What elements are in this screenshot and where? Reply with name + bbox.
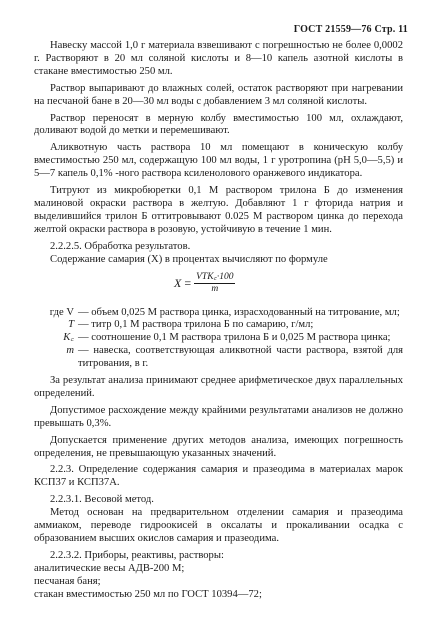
definition-term: T [68,319,74,331]
formula-equals: = [184,275,192,290]
paragraph: Содержание самария (X) в процентах вычисляют по формуле [50,253,328,265]
definition-term: m [66,345,74,357]
definition-text: — навеска, соответствующая аликвотной части раствора, взятой для титрования, в г. [78,345,403,370]
definition-term: K꜀ [63,332,74,344]
paragraph: Метод основан на предварительном отделении самария и празеодима аммиаком, переводе гидроокисей в оксалаты и прокаливании осадка с образованием высших окислов самария и празеодима. [34,507,403,544]
definition-text: — соотношение 0,1 М раствора трилона Б и 0,025 М раствора цинка; [78,332,391,344]
formula-numerator: VTK꜀·100 [196,271,234,282]
paragraph: Раствор переносят в мерную колбу вместимостью 100 мл, охлаждают, доливают водой до метки и перемешивают. [34,112,403,137]
formula [34,269,403,303]
paragraph: Допускается применение других методов анализа, имеющих погрешность определения, не превышающую указанных значений. [34,434,403,459]
paragraph: За результат анализа принимают среднее арифметическое двух параллельных определений. [34,375,403,399]
paragraph: Титруют из микробюретки 0,1 М раствором трилона Б до изменения малиновой окраски раствора в желтую. Добавляют 1 г фторида натрия и выделившийся трилон Б оттитровывают 0.025 М раствором цинка до перехода желтой окраски раствора в розовую, устойчивую в течение 1 мин. [34,185,403,235]
section-heading: 2.2.3.1. Весовой метод. [50,494,154,506]
definition-item [34,332,403,345]
page-header: ГОСТ 21559—76 Стр. 11 [293,24,408,35]
definition-item [34,307,403,320]
definition-item [34,345,403,371]
section-heading: 2.2.3. Определение содержания самария и празеодима в материалах марок КСП37 и КСП37А. [34,464,403,489]
section-heading: 2.2.3.2. Приборы, реактивы, растворы: [50,549,224,561]
definition-item [34,319,403,332]
formula-denominator: m [211,283,219,294]
list-item: песчаная баня; [34,575,101,587]
definition-text: — титр 0,1 М раствора трилона Б по самарию, г/мл; [78,319,314,331]
list-item: аналитические весы АДВ-200 М; [34,562,185,574]
page-content [34,40,403,602]
paragraph: Аликвотную часть раствора 10 мл помещают в коническую колбу вместимостью 250 мл, содержащую 100 мл воды, 1 г уротропина (рН 5,0—5,5) и 5—7 капель 0,1% -ного раствора ксиленолового оранжевого индикатора. [34,142,403,180]
section-heading: 2.2.2.5. Обработка результатов. [50,240,191,252]
definition-text: — объем 0,025 М раствора цинка, израсходованный на титрование, мл; [78,306,400,318]
list-item: стакан вместимостью 250 мл по ГОСТ 10394—72; [34,588,262,600]
paragraph: Допустимое расхождение между крайними результатами анализов не должно превышать 0,3%. [34,404,403,429]
formula-fraction [194,272,235,295]
definition-term: где V [49,306,74,318]
paragraph: Раствор выпаривают до влажных солей, остаток растворяют при нагревании на песчаной бане в 20—30 мл воды с добавлением 3 мл соляной кислоты. [34,82,403,107]
formula-lhs: X [174,275,182,290]
paragraph: Навеску массой 1,0 г материала взвешивают с погрешностью не более 0,0002 г. Растворяют в 20 мл соляной кислоты и 8—10 капель азотной кислоты в стакане вместимостью 250 мл. [34,40,403,77]
variable-definitions [34,307,403,372]
